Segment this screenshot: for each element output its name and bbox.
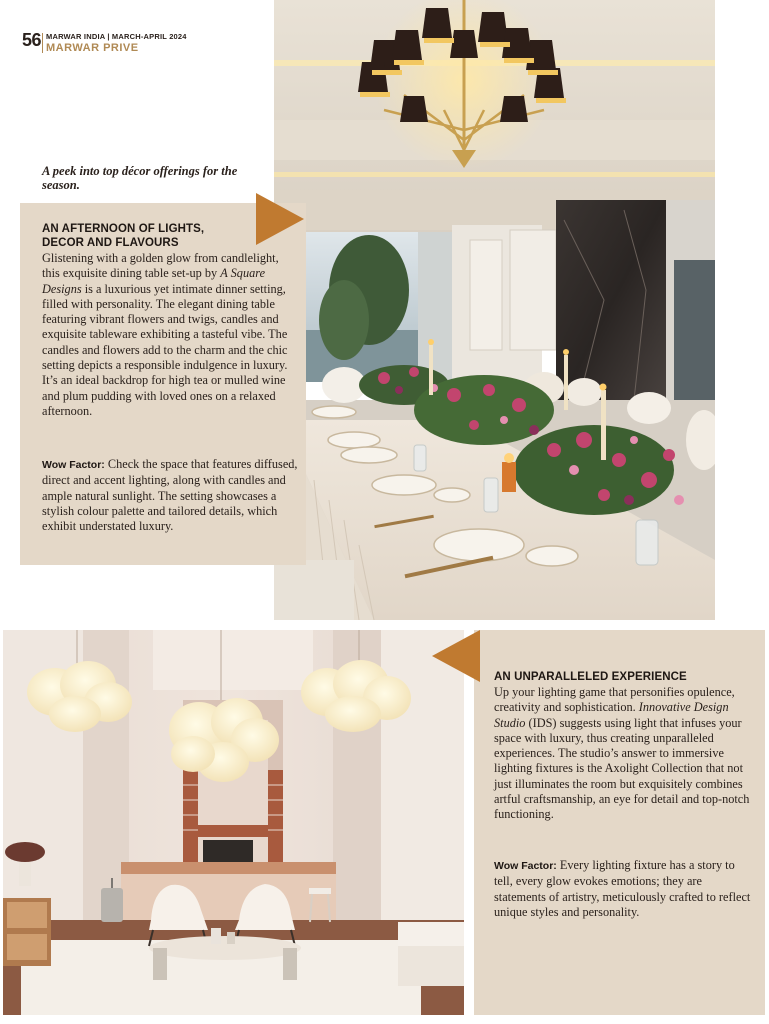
article1-headline-line1: AN AFTERNOON OF LIGHTS, bbox=[42, 223, 205, 235]
section-name: MARWAR PRIVE bbox=[46, 42, 139, 54]
article2-body bbox=[494, 685, 756, 823]
article2-headline: AN UNPARALLELED EXPERIENCE bbox=[494, 671, 687, 683]
article1-body bbox=[42, 251, 298, 419]
article1-wow-text: Check the space that features diffused, direct and accent lighting, along with candles and ample natural sunlight. The setting showcases a stylish colour palette and tailored details, which exhibit understated luxury. bbox=[42, 457, 298, 534]
article1-brand-name: A Square Designs bbox=[42, 266, 266, 296]
pointer-arrow-left bbox=[432, 630, 480, 682]
article1-body-text: Glistening with a golden glow from candlelight, this exquisite dining table set-up by bbox=[42, 251, 279, 281]
article1-body-text-continued: is a luxurious yet intimate dinner setting, filled with personality. The elegant dining table featuring vibrant flowers and twigs, candles and exquisite tableware exhibiting a tasteful vibe. The candles and flowers add to the charm and the chic setting depicts a responsible indulgence in luxury. It’s an ideal backdrop for high tea or mulled wine and plum pudding with loved ones on a relaxed afternoon. bbox=[42, 281, 288, 418]
dining-room-photo bbox=[274, 0, 715, 620]
page-number: 56 bbox=[22, 30, 42, 50]
article2-brand-name: Innovative Design Studio bbox=[494, 700, 729, 730]
header-divider bbox=[42, 33, 43, 53]
publication-line: MARWAR INDIA | MARCH-APRIL 2024 bbox=[46, 32, 187, 41]
article1-wow-factor bbox=[42, 457, 298, 534]
article2-body-text-continued: (IDS) suggests using light that infuses your space with luxury, thus creating unparalleled experiences. The studio’s answer to immersive lighting fixtures is the Axolight Collection that not just illuminates the room but exquisitely combines artful craftsmanship, an eye for detail and top-notch functioning. bbox=[494, 715, 750, 822]
article2-wow-label: Wow Factor: bbox=[494, 860, 557, 872]
lighting-room-photo bbox=[3, 630, 464, 1015]
article1-headline bbox=[42, 222, 292, 250]
article2-wow-text: Every lighting fixture has a story to tell, every glow evokes emotions; they are statements of artistry, meticulously crafted to reflect unique styles and personality. bbox=[494, 858, 751, 919]
article2-wow-factor bbox=[494, 858, 756, 920]
article1-wow-label: Wow Factor: bbox=[42, 459, 105, 471]
article1-headline-line2: DECOR AND FLAVOURS bbox=[42, 237, 179, 249]
photo-caption: A peek into top décor offerings for the season. bbox=[42, 164, 238, 192]
article2-body-text: Up your lighting game that personifies opulence, creativity and sophistication. bbox=[494, 685, 735, 715]
